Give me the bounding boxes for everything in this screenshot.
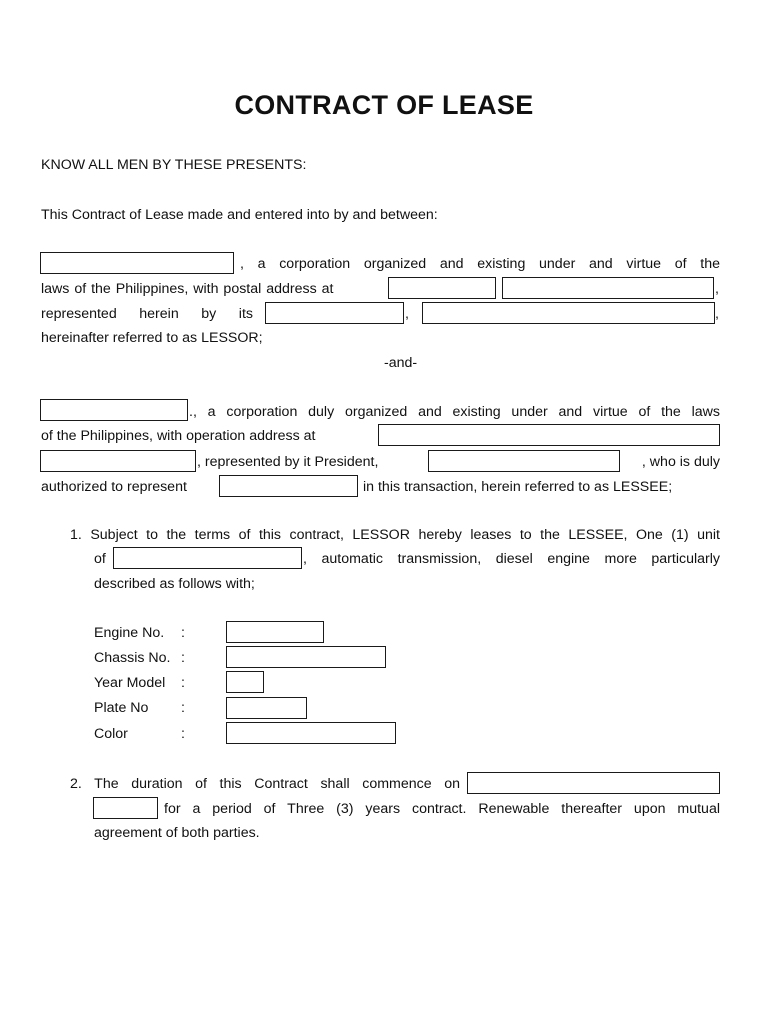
engine-no-colon: : <box>181 625 185 641</box>
year-model-label: Year Model <box>94 675 166 691</box>
year-model-colon: : <box>181 675 185 691</box>
and-separator: -and- <box>384 355 418 371</box>
lessee-line4-start: authorized to represent <box>41 479 187 495</box>
lessor-line3-comma1: , <box>405 306 409 322</box>
lessor-line2-comma: , <box>715 281 719 297</box>
engine-no-label: Engine No. <box>94 625 165 641</box>
color-field[interactable] <box>226 722 396 744</box>
commencement-date-field[interactable] <box>467 772 720 794</box>
lessor-representative-position-field[interactable] <box>422 302 715 324</box>
lessor-line1-text: , a corporation organized and existing under and virtue of the <box>240 256 720 272</box>
lessor-postal-address-field-2[interactable] <box>502 277 714 299</box>
commencement-date-continued-field[interactable] <box>93 797 158 819</box>
plate-no-colon: : <box>181 700 185 716</box>
chassis-no-label: Chassis No. <box>94 650 171 666</box>
lessor-line2-text: laws of the Philippines, with postal address at <box>41 281 334 297</box>
word-its: its <box>238 306 253 322</box>
lessee-line2-text: of the Philippines, with operation address at <box>41 428 316 444</box>
know-all-men-line: KNOW ALL MEN BY THESE PRESENTS: <box>41 157 307 173</box>
vehicle-unit-field[interactable] <box>113 547 302 569</box>
lessee-line3-mid: , represented by it President, <box>197 454 379 470</box>
page-title: CONTRACT OF LEASE <box>234 90 534 120</box>
word-by: by <box>201 306 217 322</box>
clause1-line1: 1. Subject to the terms of this contract, LESSOR hereby leases to the LESSEE, One (1) unit <box>70 527 720 543</box>
lessee-name-field[interactable] <box>40 399 188 421</box>
lessor-postal-address-field-1[interactable] <box>388 277 496 299</box>
clause2-line2-end: for a period of Three (3) years contract. Renewable thereafter upon mutual <box>164 801 720 817</box>
chassis-no-colon: : <box>181 650 185 666</box>
lessee-line1-text: ., a corporation duly organized and existing under and virtue of the laws <box>189 404 720 420</box>
lessee-address-continued-field[interactable] <box>40 450 196 472</box>
word-represented: represented <box>41 306 117 322</box>
word-herein: herein <box>139 306 179 322</box>
year-model-field[interactable] <box>226 671 264 693</box>
lessor-line3-words <box>41 306 253 323</box>
color-colon: : <box>181 726 185 742</box>
lessee-line3-end: , who is duly <box>641 454 720 470</box>
lessor-name-field[interactable] <box>40 252 234 274</box>
engine-no-field[interactable] <box>226 621 324 643</box>
lessee-line4-end: in this transaction, herein referred to as LESSEE; <box>363 479 673 495</box>
lessee-operation-address-field[interactable] <box>378 424 720 446</box>
clause2-line3: agreement of both parties. <box>94 825 260 841</box>
clause1-line2-start: of <box>94 551 106 567</box>
lessee-president-field[interactable] <box>428 450 620 472</box>
plate-no-field[interactable] <box>226 697 307 719</box>
chassis-no-field[interactable] <box>226 646 386 668</box>
color-label: Color <box>94 726 128 742</box>
clause2-line1: 2. The duration of this Contract shall commence on <box>70 776 460 792</box>
lessor-line3-comma2: , <box>715 306 719 322</box>
clause1-line2-end: , automatic transmission, diesel engine more particularly <box>303 551 720 567</box>
lessee-authorized-representative-field[interactable] <box>219 475 358 497</box>
lessor-representative-field[interactable] <box>265 302 404 324</box>
made-between-line: This Contract of Lease made and entered into by and between: <box>41 207 438 223</box>
clause1-line3: described as follows with; <box>94 576 255 592</box>
lessor-referred-line: hereinafter referred to as LESSOR; <box>41 330 263 346</box>
plate-no-label: Plate No <box>94 700 149 716</box>
